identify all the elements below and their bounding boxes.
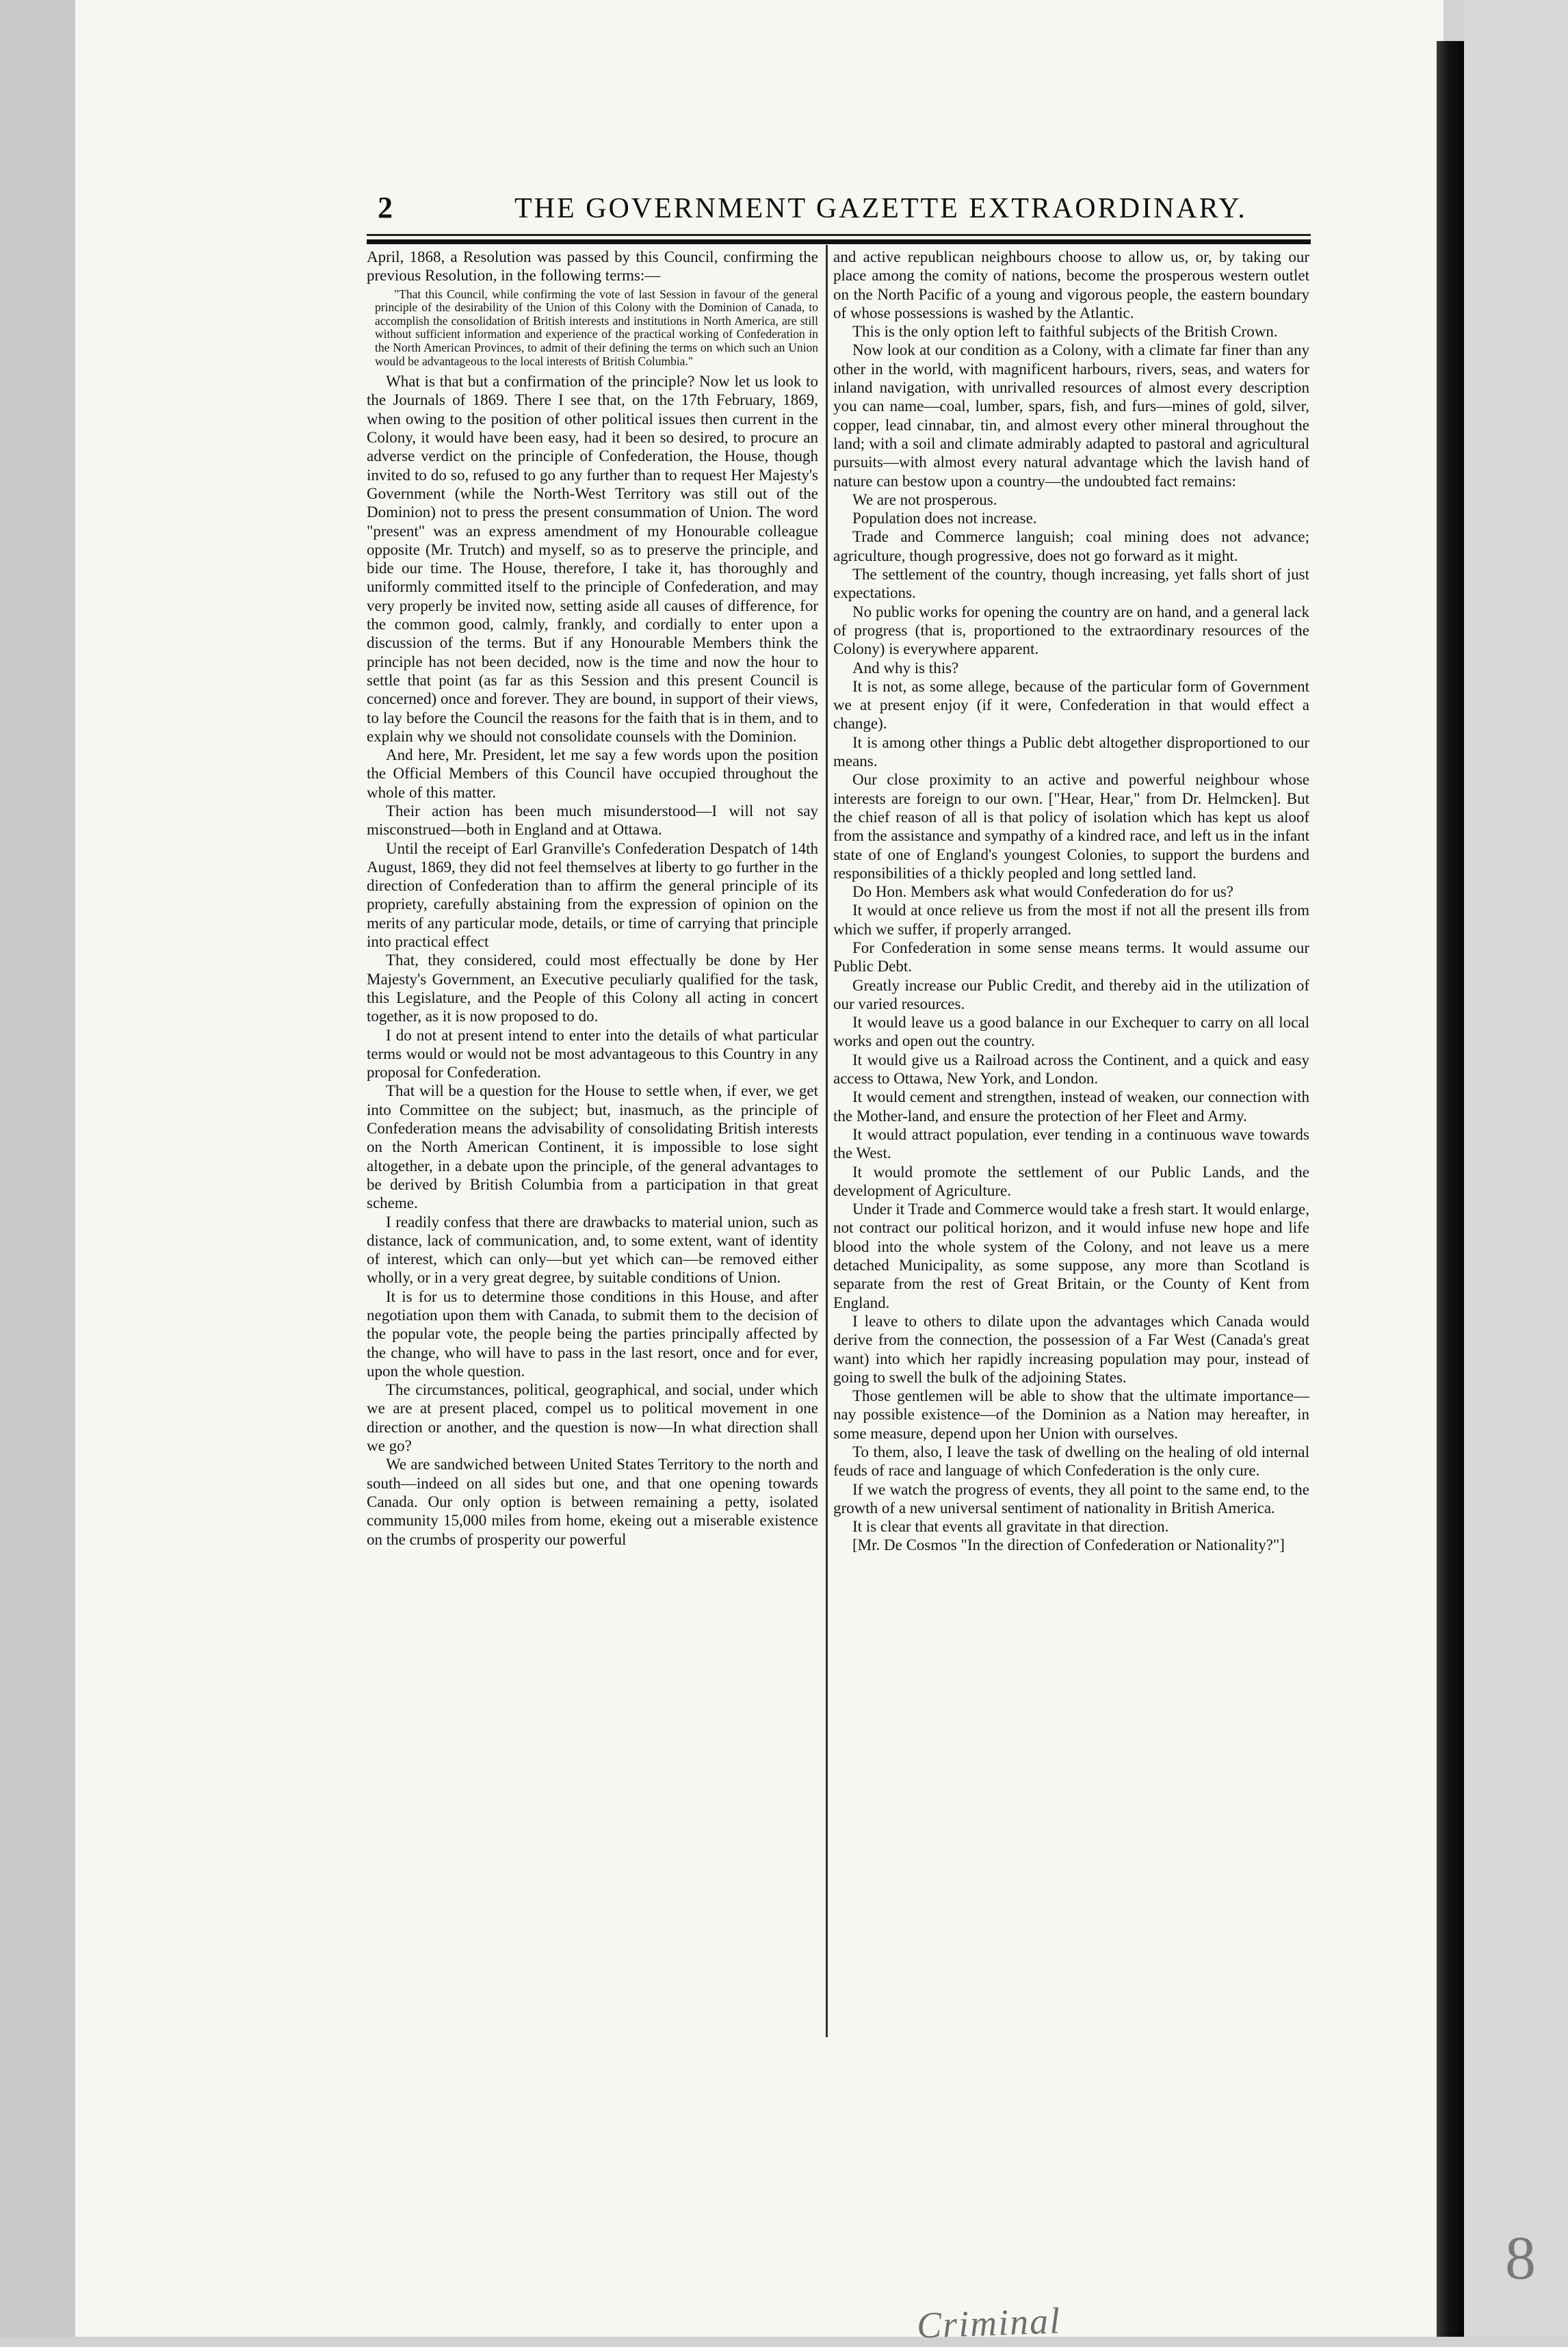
paragraph: And here, Mr. President, let me say a few words upon the position the Official Members of this Council have occupied throughout the whole of this matter. (367, 746, 818, 801)
paragraph: [Mr. De Cosmos "In the direction of Confederation or Nationality?"] (852, 1536, 1285, 1554)
header-rule-thick (367, 239, 1311, 244)
paragraph: Under it Trade and Commerce would take a fresh start. It would enlarge, not contract our political horizon, and it would infuse new hope and life blood into the whole system of the Colony, and not leave us a mere detached Municipality, as some suppose, any more than Scotland is separate from the rest of Great Britain, or the County of Kent from England. (833, 1201, 1309, 1311)
paragraph: It is clear that events all gravitate in that direction. (852, 1518, 1169, 1536)
paragraph: That will be a question for the House to settle when, if ever, we get into Committee on the subject; but, inasmuch, as the principle of Confederation means the advisability of consolidating British interests on the North American Continent, it is impossible to lose sight altogether, in a debate upon the principle, of the general advantages to be derived by British Columbia from a participation in that great scheme. (367, 1082, 818, 1212)
paragraph: To them, also, I leave the task of dwelling on the healing of old internal feuds of race and language of which Confederation is the only cure. (833, 1443, 1309, 1480)
paragraph: I readily confess that there are drawbacks to material union, such as distance, lack of communication, and, to some extent, want of identity of interest, which can only—but yet which can—be removed either wholly, or in a very great degree, by suitable conditions of Union. (367, 1213, 818, 1287)
margin-mark-bottom: Criminal (916, 2300, 1062, 2346)
paragraph: I leave to others to dilate upon the advantages which Canada would derive from the connection, the possession of a Far West (Canada's great want) into which her rapidly increasing population may pour, instead of going to swell the bulk of the adjoining States. (833, 1312, 1309, 1386)
paragraph: It would give us a Railroad across the Continent, and a quick and easy access to Ottawa, New York, and London. (833, 1051, 1309, 1088)
paragraph: I do not at present intend to enter into the details of what particular terms would or would not be most advantageous to this Country in any proposal for Confederation. (367, 1026, 818, 1081)
paragraph: Our close proximity to an active and powerful neighbour whose interests are foreign to our own. ["Hear, Hear," from Dr. Helmcken]. But the chief reason of all is that policy of isolation which has kept us aloof from the assistance and sympathy of a kindred race, and left us in the infant state of one of England's youngest Colonies, to support the burdens and responsibilities of a thickly peopled and long settled land. (833, 771, 1309, 882)
paragraph: What is that but a confirmation of the principle? Now let us look to the Journals of 1869. There I see that, on the 17th February, 1869, when owing to the position of other political issues then current in the Colony, it would have been easy, had it been so desired, to procure an adverse verdict on the principle of Confederation, the House, though invited to do so, refused to go any further than to request Her Majesty's Government (while the North-West Territory was still out of the Dominion) not to press the present consummation of Union. The word "present" was an express amendment of my Honourable colleague opposite (Mr. Trutch) and myself, so as to preserve the principle, and bide our time. The House, therefore, I take it, has thoroughly and uniformly committed itself to the principle of Confederation, and may very properly be invited now, setting aside all causes of difference, for the common good, calmly, frankly, and cordially to enter upon a discussion of the terms. But if any Honourable Members think the principle has not been decided, now is the time and now the hour to settle that point (as far as this Session and this present Council is concerned) once and forever. They are bound, in support of their views, to lay before the Council the reasons for the faith that is in them, and to explain why we should not consolidate counsels with the Dominion. (367, 373, 818, 745)
quoted-resolution: "That this Council, while confirming the vote of last Session in favour of the general principle of the desirability of the Union of this Colony with the Dominion of Canada, to accomplish the consolidation of British interests and institutions in North America, are still without sufficient information and experience of the practical working of Confederation in the North American Provinces, to admit of their defining the terms on which such an Union would be advantageous to the local interests of British Columbia." (375, 287, 818, 368)
paragraph: Population does not increase. (852, 510, 1037, 527)
paragraph: If we watch the progress of events, they all point to the same end, to the growth of a new universal sentiment of nationality in British America. (833, 1480, 1309, 1517)
left-column (367, 248, 818, 1549)
paragraph: That, they considered, could most effectually be done by Her Majesty's Government, an Executive peculiarly qualified for the task, this Legislature, and the People of this Colony all acting in concert together, as it is now proposed to do. (367, 952, 818, 1025)
paragraph: Their action has been much misunderstood—I will not say misconstrued—both in England and at Ottawa. (367, 802, 818, 839)
margin-mark-side: 8 (1505, 2225, 1536, 2292)
paragraph: and active republican neighbours choose to allow us, or, by taking our place among the comity of nations, become the prosperous western outlet on the North Pacific of a young and vigorous people, the eastern boundary of whose possessions is washed by the Atlantic. (833, 248, 1309, 322)
paragraph: It would at once relieve us from the most if not all the present ills from which we suffer, if properly arranged. (833, 902, 1309, 938)
paragraph: It would cement and strengthen, instead of weaken, our connection with the Mother-land, and ensure the protection of her Fleet and Army. (833, 1088, 1309, 1125)
paragraph: It would attract population, ever tending in a continuous wave towards the West. (833, 1125, 1309, 1162)
paragraph: It would promote the settlement of our Public Lands, and the development of Agriculture. (833, 1163, 1309, 1199)
paragraph: It is not, as some allege, because of the particular form of Government we at present enjoy (if it were, Confederation in that would effect a change). (833, 677, 1309, 733)
paragraph: This is the only option left to faithful subjects of the British Crown. (852, 323, 1278, 341)
paragraph: It is for us to determine those conditions in this House, and after negotiation upon them with Canada, to submit them to the decision of the popular vote, the people being the parties principally affected by the change, who will have to pass in the last resort, once and for ever, upon the whole question. (367, 1287, 818, 1380)
right-column (833, 248, 1309, 1555)
paragraph: The settlement of the country, though increasing, yet falls short of just expectations. (833, 566, 1309, 602)
page-header (378, 190, 1311, 228)
column-divider (826, 245, 828, 2037)
paragraph: We are sandwiched between United States Territory to the north and south—indeed on all sides but one, and that one opening towards Canada. Our only option is between remaining a petty, isolated community 15,000 miles from home, ekeing out a miserable existence on the crumbs of prosperity our powerful (367, 1456, 818, 1548)
paragraph: It would leave us a good balance in our Exchequer to carry on all local works and open out the country. (833, 1014, 1309, 1050)
paragraph: Now look at our condition as a Colony, with a climate far finer than any other in the world, with magnificent harbours, rivers, seas, and waters for inland navigation, with unrivalled resources of almost every description you can name—coal, lumber, spars, fish, and furs—mines of gold, silver, copper, lead cinnabar, tin, and almost every other mineral throughout the land; with a soil and climate admirably adapted to pastoral and agricultural pursuits—with almost every natural advantage which the lavish hand of nature can bestow upon a country—the undoubted fact remains: (833, 341, 1309, 490)
paragraph: It is among other things a Public debt altogether disproportioned to our means. (833, 733, 1309, 770)
paragraph: And why is this? (852, 659, 959, 677)
paragraph: We are not prosperous. (852, 490, 997, 508)
paragraph: Do Hon. Members ask what would Confederation do for us? (852, 883, 1233, 901)
page-number: 2 (378, 191, 393, 224)
paragraph: For Confederation in some sense means terms. It would assume our Public Debt. (833, 939, 1309, 975)
paragraph: Those gentlemen will be able to show that the ultimate importance—nay possible existence—of the Dominion as a Nation may hereafter, in some measure, depend upon her Union with ourselves. (833, 1387, 1309, 1442)
scan-background-left (0, 0, 75, 2337)
gazette-title: THE GOVERNMENT GAZETTE EXTRAORDINARY. (514, 193, 1247, 224)
page-binding-edge (1437, 41, 1464, 2337)
paragraph: The circumstances, political, geographical, and social, under which we are at present placed, compel us to political movement in one direction or another, and the question is now—In what direction shall we go? (367, 1381, 818, 1455)
paragraph: Greatly increase our Public Credit, and thereby aid in the utilization of our varied resources. (833, 976, 1309, 1012)
paragraph: Trade and Commerce languish; coal mining does not advance; agriculture, though progressive, does not go forward as it might. (833, 528, 1309, 564)
paragraph: No public works for opening the country are on hand, and a general lack of progress (that is, proportioned to the extraordinary resources of the Colony) is everywhere apparent. (833, 603, 1309, 658)
paragraph: Until the receipt of Earl Granville's Confederation Despatch of 14th August, 1869, they did not feel themselves at liberty to go further in the direction of Confederation than to affirm the general principle of its propriety, carefully abstaining from the expression of opinion on the merits of any particular mode, details, or time of carrying that principle into practical effect (367, 839, 818, 951)
paragraph: April, 1868, a Resolution was passed by this Council, confirming the previous Resolution, in the following terms:— (367, 248, 818, 285)
scan-background-right (1464, 0, 1568, 2337)
header-rule-thin (367, 234, 1311, 236)
